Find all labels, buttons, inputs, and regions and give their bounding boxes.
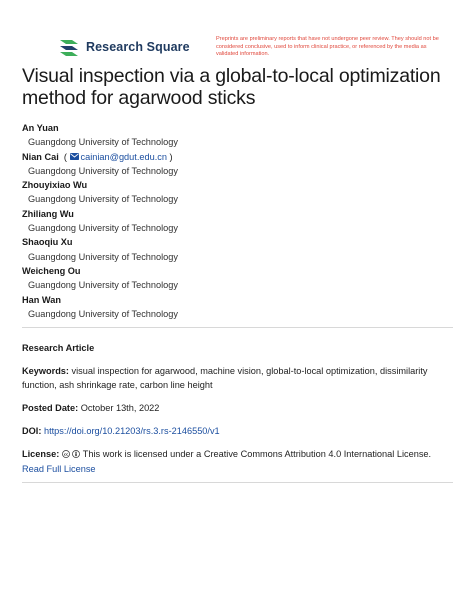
- doi-label: DOI:: [22, 426, 42, 436]
- creative-commons-icon: [62, 450, 70, 458]
- keywords-section: [22, 365, 453, 392]
- email-contact: ( cainian@gdut.edu.cn ): [61, 151, 173, 162]
- section-divider-bottom: [22, 482, 453, 483]
- author-affiliation: Guangdong University of Technology: [28, 223, 178, 234]
- license-text: This work is licensed under a Creative Commons Attribution 4.0 International License.: [82, 449, 432, 459]
- author-name: Weicheng Ou: [22, 265, 81, 276]
- author-list: [22, 121, 462, 321]
- author-affiliation: Guangdong University of Technology: [28, 251, 178, 262]
- read-full-license-link[interactable]: Read Full License: [22, 463, 96, 474]
- author-affiliation: Guangdong University of Technology: [28, 137, 178, 148]
- author-name: An Yuan: [22, 123, 59, 133]
- author-affiliation: Guangdong University of Technology: [28, 308, 178, 319]
- author-name: Zhiliang Wu: [22, 208, 74, 219]
- posted-date-value: October 13th, 2022: [80, 403, 160, 413]
- attribution-icon: [72, 450, 80, 458]
- license-section: [22, 448, 453, 476]
- keywords-text: visual inspection for agarwood, machine vision, global-to-local optimization, dissimilarity function, ash shrinkage rate, carbon line height: [22, 366, 428, 390]
- keywords-label: Keywords:: [22, 366, 69, 376]
- paper-title: Visual inspection via a global-to-local optimization method for agarwood sticks: [22, 65, 441, 109]
- envelope-icon: [70, 153, 79, 160]
- doi-link[interactable]: https://doi.org/10.21203/rs.3.rs-2146550/v1: [43, 426, 220, 436]
- posted-date-label: Posted Date:: [22, 403, 79, 413]
- article-type: Research Article: [22, 343, 95, 353]
- author-name: Nian Cai: [22, 151, 59, 162]
- author-affiliation: Guangdong University of Technology: [28, 194, 178, 205]
- svg-text:cc: cc: [63, 452, 69, 457]
- research-square-logo[interactable]: [58, 37, 190, 57]
- author-affiliation: Guangdong University of Technology: [28, 280, 178, 291]
- preprint-disclaimer: Preprints are preliminary reports that have not undergone peer review. They should not be considered conclusive, used to inform clinical practice, or referenced by the media as validated information.: [216, 36, 439, 58]
- doi-section: [22, 425, 453, 439]
- logo-text: Research Square: [86, 40, 190, 54]
- author-name: Zhouyixiao Wu: [22, 180, 88, 191]
- author-name-corresponding: [22, 150, 462, 164]
- cc-license-icons: [62, 449, 81, 463]
- author-email-link[interactable]: cainian@gdut.edu.cn: [80, 151, 167, 162]
- author-name: Shaoqiu Xu: [22, 237, 73, 248]
- research-square-logo-icon: [58, 37, 80, 57]
- license-label: License:: [22, 449, 60, 459]
- posted-date-section: [22, 402, 453, 416]
- section-divider: [22, 327, 453, 328]
- author-name: Han Wan: [22, 294, 61, 305]
- author-affiliation: Guangdong University of Technology: [28, 165, 178, 176]
